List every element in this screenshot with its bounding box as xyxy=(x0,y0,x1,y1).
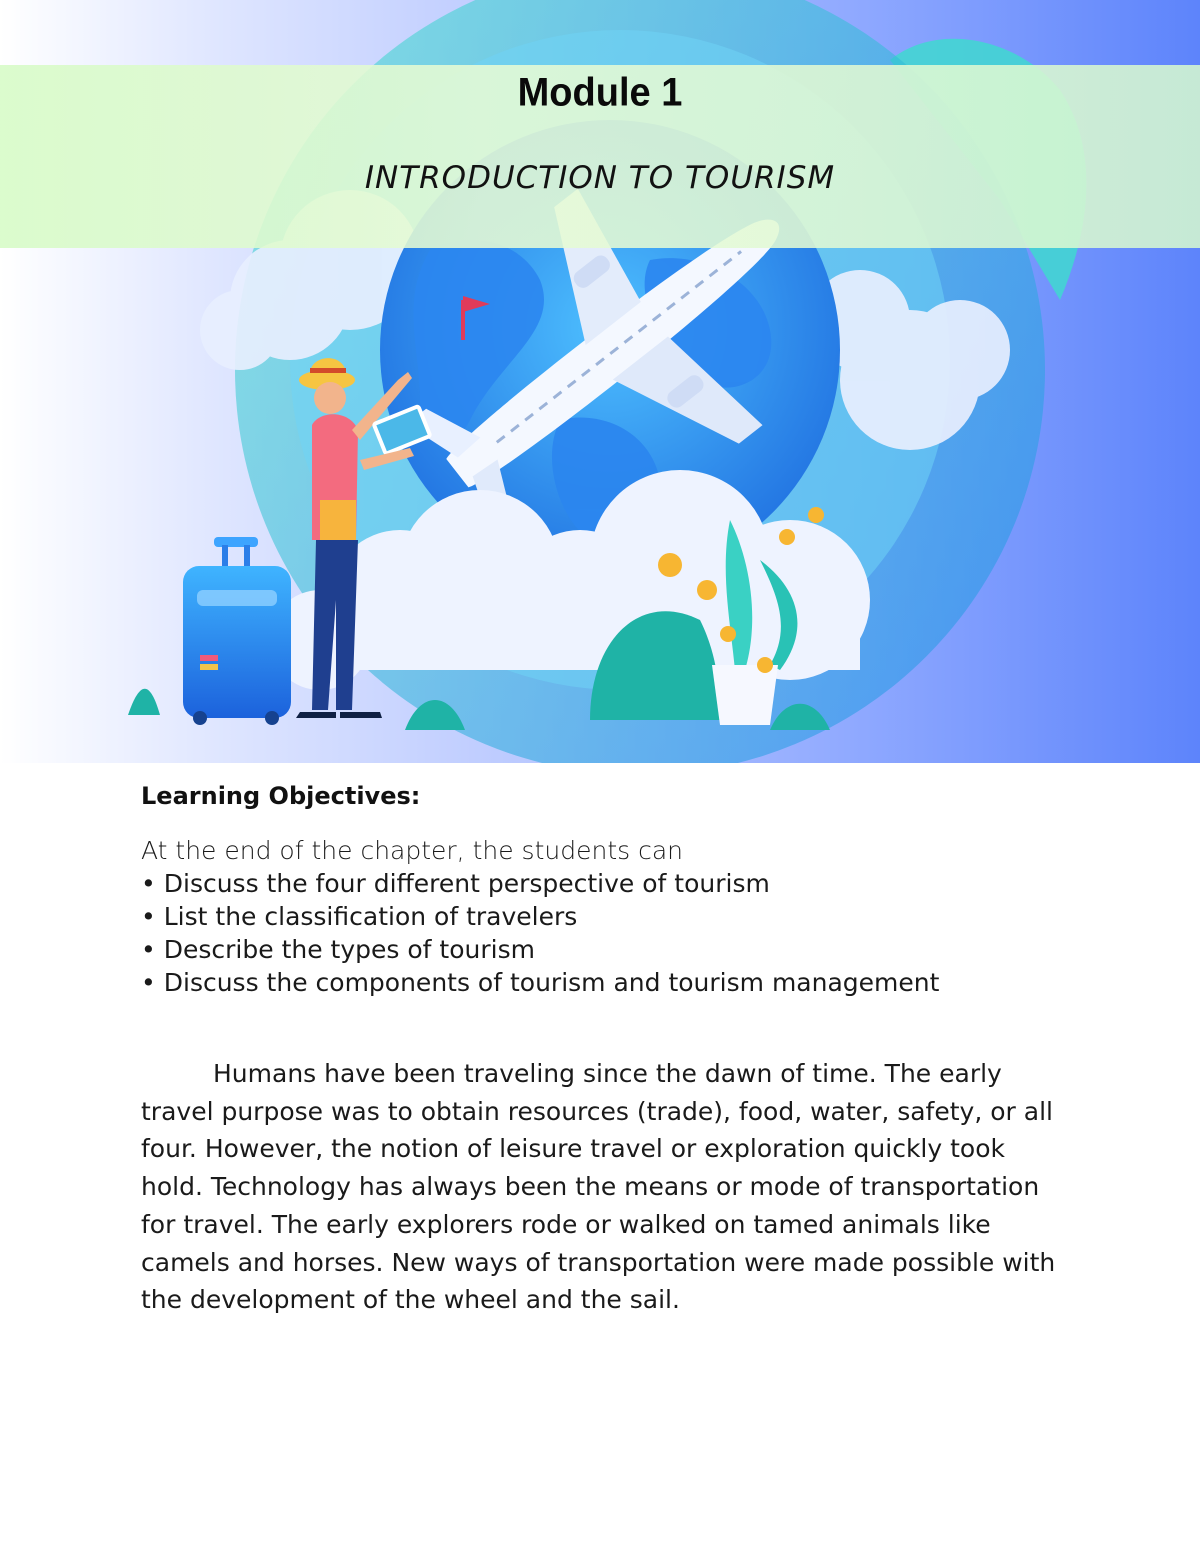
intro-paragraph: Humans have been traveling since the dawn of time. The early travel purpose was to obtain resources (trade), food, water, safety, or all four. However, the notion of leisure travel or exploration quickly took hold. Technology has always been the means or mode of transportation for travel. The early explorers rode or walked on tamed animals like camels and horses. New ways of transportation were made possible with the development of the wheel and the sail. xyxy=(141,1059,1056,1315)
objectives-list xyxy=(141,867,1081,999)
objective-item: • Discuss the four different perspective of tourism xyxy=(141,867,1081,900)
hero-banner xyxy=(0,0,1200,763)
objectives-intro: At the end of the chapter, the students can xyxy=(141,836,684,865)
objective-item: • List the classification of travelers xyxy=(141,900,1081,933)
objectives-heading: Learning Objectives: xyxy=(141,782,421,810)
suitcase xyxy=(183,537,291,725)
module-subtitle: INTRODUCTION TO TOURISM xyxy=(364,160,836,196)
module-title: Module 1 xyxy=(517,70,683,116)
page-content xyxy=(141,778,1081,1344)
objective-item: • Describe the types of tourism xyxy=(141,933,1081,966)
objective-item: • Discuss the components of tourism and tourism management xyxy=(141,966,1081,999)
